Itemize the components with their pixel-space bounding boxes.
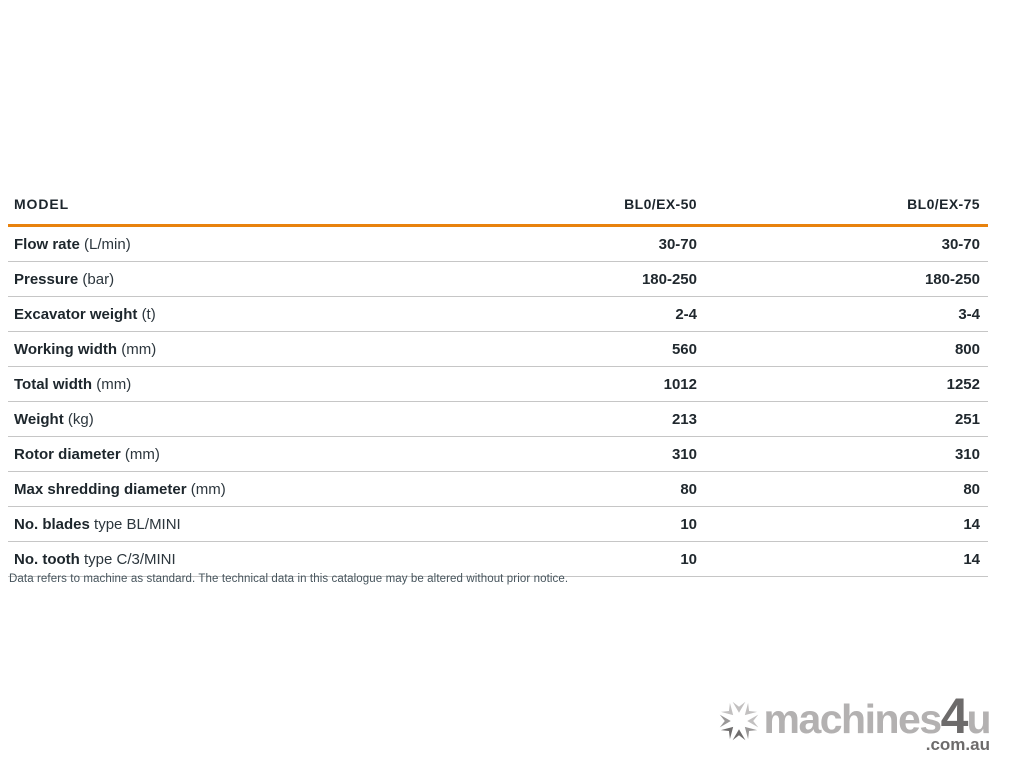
footnote-text: Data refers to machine as standard. The technical data in this catalogue may be altered without prior notice. [9,573,569,585]
spec-name: No. blades [14,515,90,533]
table-row [8,402,988,437]
spec-unit: (bar) [82,270,115,288]
brand-tail-text: u [966,696,990,742]
brand-light-text: machines [763,696,941,742]
table-row [8,437,988,472]
watermark-brand [763,688,990,744]
spec-unit: type BL/MINI [94,515,181,533]
spec-value-model-2: 30-70 [705,226,988,262]
spec-name: Weight [14,410,64,428]
spec-unit: type C/3/MINI [83,550,176,568]
spec-value-model-1: 30-70 [422,226,705,262]
spec-value-model-2: 14 [705,507,988,542]
spec-name: Rotor diameter [14,445,121,463]
spec-label-cell [8,507,422,542]
spec-unit: (L/min) [84,235,131,253]
spec-value-model-2: 251 [705,402,988,437]
spec-label-cell [8,226,422,262]
spec-value-model-2: 80 [705,472,988,507]
model-header: MODEL [8,190,422,226]
watermark-text-block [763,688,990,755]
watermark-domain: .com.au [925,735,990,754]
spec-value-model-2: 180-250 [705,262,988,297]
spec-value-model-1: 2-4 [422,297,705,332]
spec-value-model-1: 180-250 [422,262,705,297]
spec-value-model-1: 213 [422,402,705,437]
spec-name: Excavator weight [14,305,138,323]
spec-label-cell [8,297,422,332]
asterisk-star-icon [717,698,761,744]
table-row [8,472,988,507]
spec-unit: (kg) [67,410,94,428]
spec-label-cell [8,472,422,507]
spec-name: Flow rate [14,235,80,253]
spec-unit: (t) [141,305,156,323]
column-header-model-2: BL0/EX-75 [705,190,988,226]
spec-value-model-1: 10 [422,507,705,542]
table-row [8,262,988,297]
spec-unit: (mm) [121,340,157,358]
table-row [8,297,988,332]
spec-name: Total width [14,375,93,393]
table-row [8,542,988,577]
spec-name: Max shredding diameter [14,480,187,498]
spec-name: Pressure [14,270,79,288]
column-header-model-1: BL0/EX-50 [422,190,705,226]
spec-label-cell [8,332,422,367]
spec-label-cell [8,542,422,577]
table-header-row [8,190,988,226]
spec-label-cell [8,437,422,472]
spec-label-cell [8,367,422,402]
spec-value-model-1: 310 [422,437,705,472]
table-row [8,367,988,402]
machines4u-watermark [717,688,990,755]
spec-value-model-2: 14 [705,542,988,577]
spec-label-cell [8,402,422,437]
spec-value-model-2: 1252 [705,367,988,402]
table-row [8,507,988,542]
table-row [8,226,988,262]
spec-unit: (mm) [124,445,160,463]
spec-name: No. tooth [14,550,80,568]
spec-value-model-2: 310 [705,437,988,472]
spec-value-model-2: 3-4 [705,297,988,332]
brand-accent-text: 4 [940,688,967,744]
spec-value-model-1: 80 [422,472,705,507]
spec-table [8,190,988,577]
spec-value-model-1: 560 [422,332,705,367]
spec-name: Working width [14,340,118,358]
table-row [8,332,988,367]
spec-value-model-2: 800 [705,332,988,367]
spec-value-model-1: 1012 [422,367,705,402]
spec-label-cell [8,262,422,297]
spec-unit: (mm) [190,480,226,498]
spec-unit: (mm) [96,375,132,393]
spec-value-model-1: 10 [422,542,705,577]
